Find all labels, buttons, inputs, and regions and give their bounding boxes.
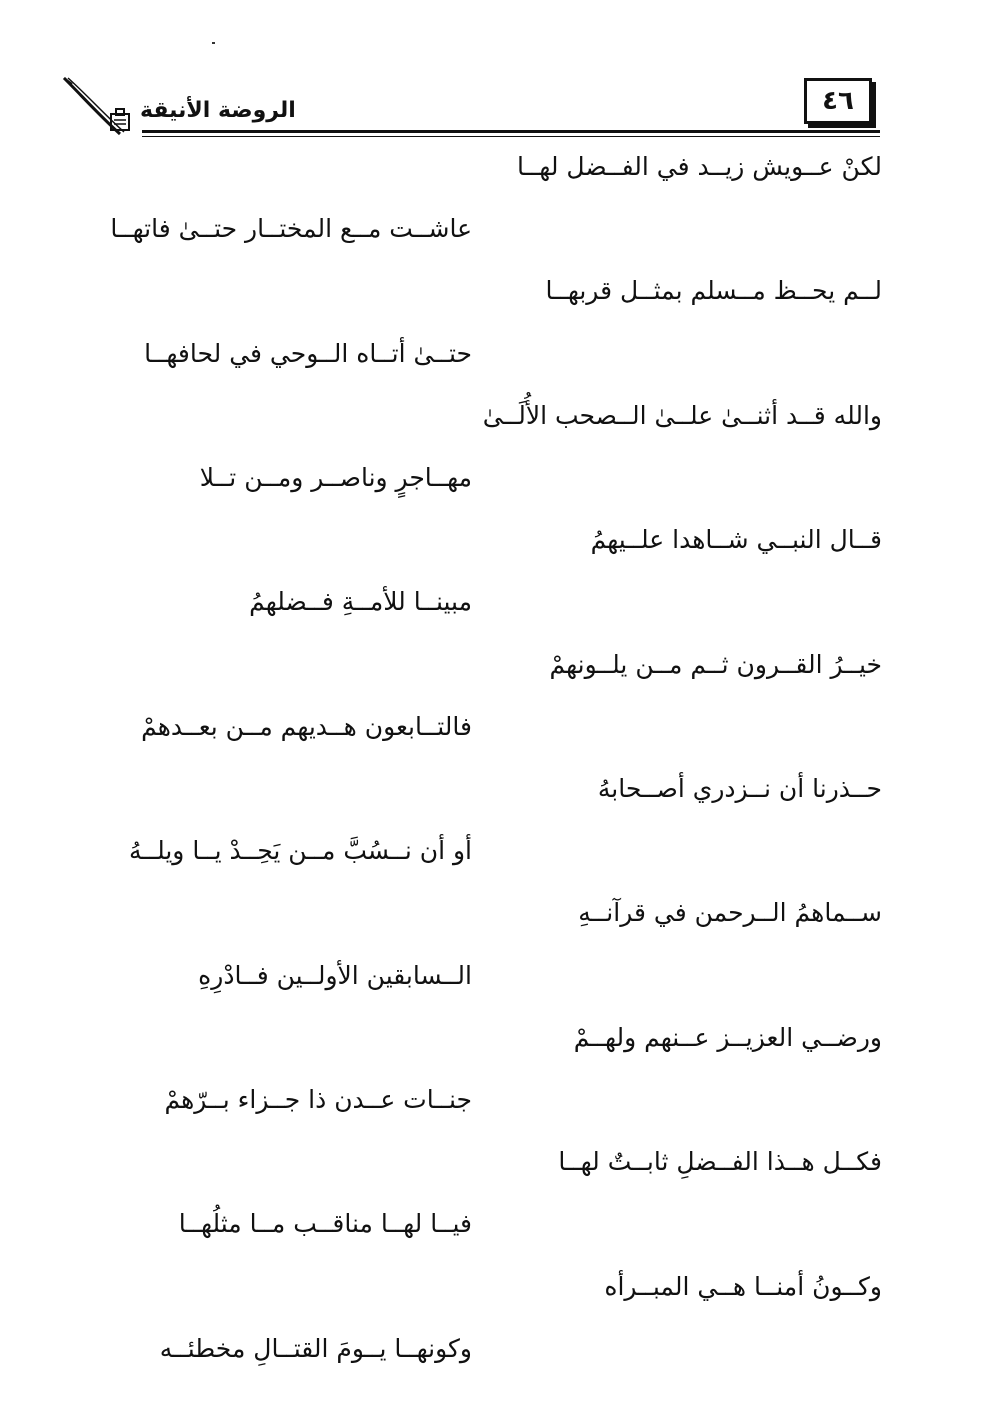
verse-line: فيــا لهــا مناقــب مــا مثلُهــا [178,1209,472,1238]
verse-line: ســماهمُ الــرحمن في قرآنــهِ [578,898,882,927]
book-title: الروضة الأنيقة [140,98,296,123]
verse-line: ورضــي العزيــز عــنهم ولهــمْ [573,1023,882,1052]
page-number: ٤٦ [822,86,854,116]
page-number-box [804,78,872,124]
verse-line: حتــىٰ أتــاه الــوحي في لحافهــا [144,339,472,368]
verse-line: عاشــت مــع المختــار حتــىٰ فاتهــا [110,214,472,243]
verse-line: جنــات عــدن ذا جــزاء بــرّهمْ [164,1085,472,1114]
verse-line: حــذرنا أن نــزدري أصــحابهُ [597,774,882,803]
verse-line: وكــونُ أمنــا هــي المبــرأه [604,1272,882,1301]
header-rule-thin [142,136,880,137]
verse-line: قــال النبــي شــاهدا علــيهمُ [590,525,882,554]
verse-line: لكنْ عــويش زيــد في الفــضل لهــا [517,152,882,181]
quill-icon [60,74,130,138]
verse-line: خيــرُ القــرون ثــم مــن يلــونهمْ [549,650,882,679]
verse-line: مبينــا للأمــةِ فــضلهمُ [249,587,472,616]
verse-line: أو أن نــسُبَّ مــن يَحِــدْ يــا ويلــهُ [129,836,472,865]
verse-line: فكــل هــذا الفــضلِ ثابــتٌ لهــا [558,1147,882,1176]
scan-speck [212,42,215,44]
verse-line: والله قــد أثنــىٰ علــىٰ الــصحب الأُلَــىٰ [482,401,882,430]
header-rule [142,130,880,133]
verse-line: الــسابقين الأولــين فــادْرِهِ [198,961,472,990]
verse-line: وكونهــا يــومَ القتــالِ مخطئــه [159,1334,472,1363]
page-header [60,70,880,140]
verse-line: مهــاجرٍ وناصــر ومــن تــلا [199,463,472,492]
verse-line: لــم يحــظ مــسلم بمثــل قربهــا [545,276,882,305]
verse-line: فالتــابعون هــديهم مــن بعــدهمْ [141,712,472,741]
